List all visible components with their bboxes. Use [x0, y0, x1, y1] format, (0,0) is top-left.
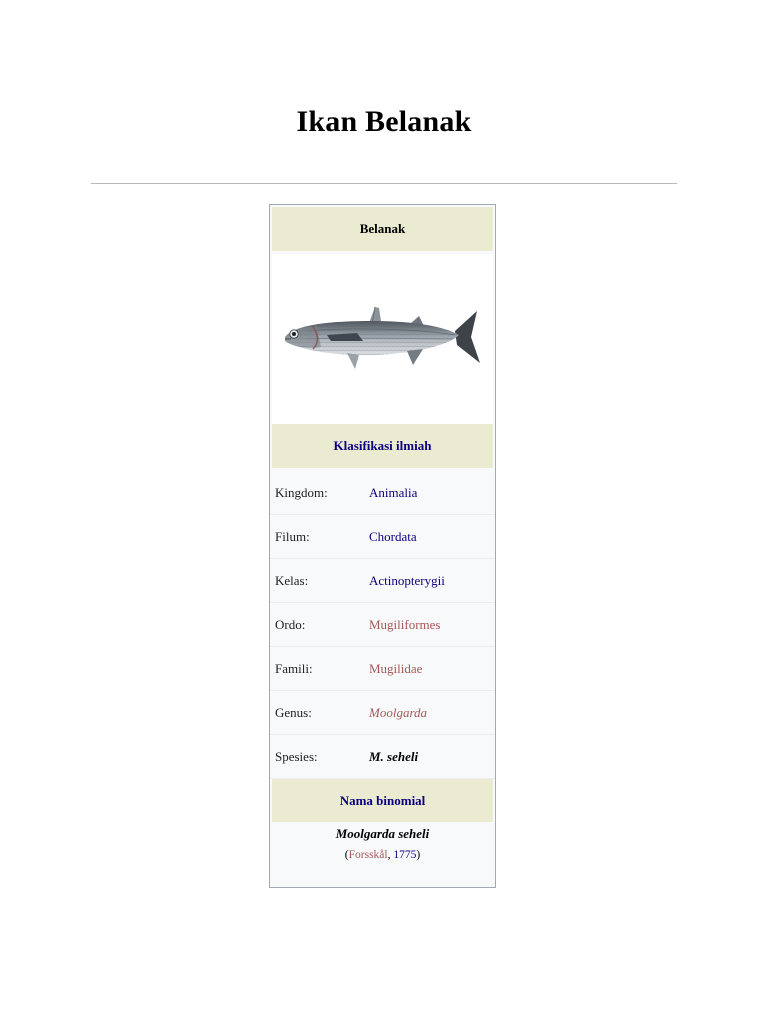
row-label: Ordo:: [275, 616, 306, 632]
row-label: Famili:: [275, 660, 313, 676]
row-label: Genus:: [275, 704, 312, 720]
taxon-row-kingdom: [270, 471, 495, 515]
row-label: Kingdom:: [275, 484, 328, 500]
row-label: Filum:: [275, 528, 310, 544]
taxon-row-ordo: [270, 603, 495, 647]
binomial-authority: [270, 848, 495, 862]
year-link[interactable]: 1775: [393, 849, 417, 861]
authority-close: ): [416, 849, 421, 861]
ordo-link[interactable]: Mugiliformes: [369, 616, 441, 632]
row-label: Kelas:: [275, 572, 309, 588]
taxon-row-kelas: [270, 559, 495, 603]
taxon-row-famili: [270, 647, 495, 691]
page-title: Ikan Belanak: [296, 105, 472, 139]
taxobox-title: Belanak: [272, 207, 493, 251]
taxon-row-filum: [270, 515, 495, 559]
authority-sep: ,: [387, 849, 394, 861]
taxon-row-spesies: [270, 735, 495, 779]
filum-link[interactable]: Chordata: [369, 528, 417, 544]
genus-link[interactable]: Moolgarda: [369, 704, 428, 720]
kingdom-link[interactable]: Animalia: [369, 484, 418, 500]
taxobox: [269, 204, 496, 888]
fish-image[interactable]: [272, 254, 493, 424]
binomial-section: [270, 825, 495, 862]
famili-link[interactable]: Mugilidae: [369, 660, 423, 676]
kelas-link[interactable]: Actinopterygii: [369, 572, 445, 588]
row-label: Spesies:: [275, 748, 318, 764]
species-name: M. seheli: [369, 748, 419, 764]
binomial-name: Moolgarda seheli: [335, 826, 430, 841]
classification-header[interactable]: Klasifikasi ilmiah: [272, 424, 493, 468]
binomial-header[interactable]: Nama binomial: [272, 779, 493, 822]
taxon-row-genus: [270, 691, 495, 735]
authority-open: (: [344, 849, 349, 861]
author-link[interactable]: Forsskål: [348, 849, 388, 861]
fish-illustration: [277, 269, 489, 409]
title-divider: [91, 183, 677, 184]
